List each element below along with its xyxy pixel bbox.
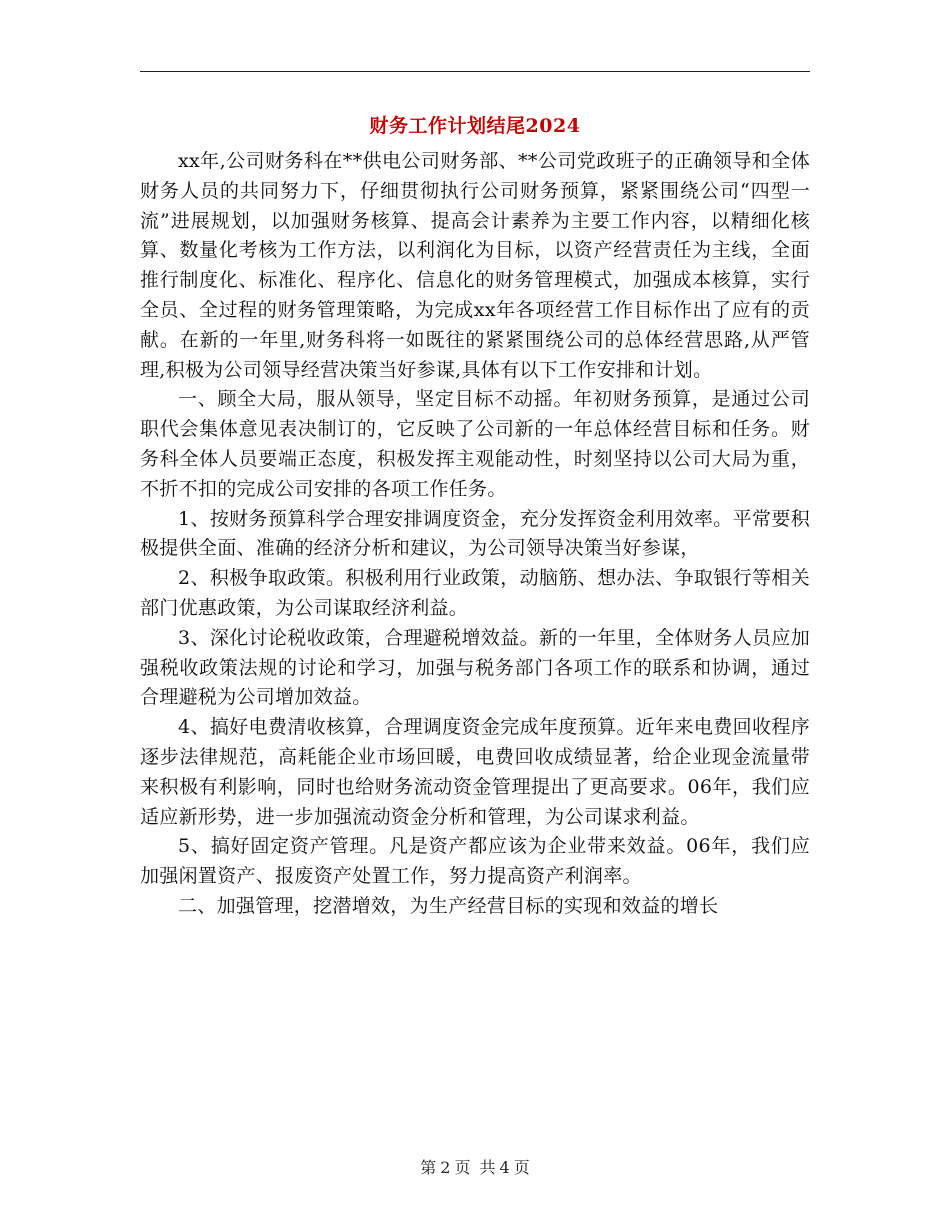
footer-suffix: 页 (513, 1158, 530, 1177)
document-body (140, 147, 810, 922)
paragraph-section-one: 一、顾全大局，服从领导，坚定目标不动摇。年初财务预算，是通过公司职代会集体意见表决制订的，它反映了公司新的一年总体经营目标和任务。财务科全体人员要端正态度，积极发挥主观能动性，时刻坚持以公司大局为重，不折不扣的完成公司安排的各项工作任务。 (140, 388, 810, 500)
footer-middle: 页 共 (454, 1158, 496, 1177)
paragraph-section-two: 二、加强管理，挖潜增效，为生产经营目标的实现和效益的增长 (178, 894, 719, 917)
paragraph-item-2: 2、积极争取政策。积极利用行业政策，动脑筋、想办法、争取银行等相关部门优惠政策，为公司谋取经济利益。 (140, 567, 810, 619)
page-footer (0, 1155, 950, 1178)
paragraph-item-4: 4、搞好电费清收核算，合理调度资金完成年度预算。近年来电费回收程序逐步法律规范，高耗能企业市场回暖，电费回收成绩显著，给企业现金流量带来积极有利影响，同时也给财务流动资金管理提出了更高要求。06年，我们应适应新形势，进一步加强流动资金分析和管理，为公司谋求利益。 (140, 716, 810, 828)
footer-page-number: 2 (440, 1158, 451, 1177)
paragraph-item-1: 1、按财务预算科学合理安排调度资金，充分发挥资金利用效率。平常要积极提供全面、准确的经济分析和建议，为公司领导决策当好参谋， (140, 507, 810, 560)
paragraph-intro: xx年,公司财务科在**供电公司财务部、**公司党政班子的正确领导和全体财务人员的共同努力下，仔细贯彻执行公司财务预算，紧紧围绕公司“四型一流”进展规划，以加强财务核算、提高会计素养为主要工作内容，以精细化核算、数量化考核为工作方法，以利润化为目标，以资产经营责任为主线，全面推行制度化、标准化、程序化、信息化的财务管理模式，加强成本核算，实行全员、全过程的财务管理策略，为完成xx年各项经营工作目标作出了应有的贡献。在新的一年里,财务科将一如既往的紧紧围绕公司的总体经营思路,从严管理,积极为公司领导经营决策当好参谋,具体有以下工作安排和计划。 (140, 150, 810, 381)
paragraph-item-3: 3、深化讨论税收政策，合理避税增效益。新的一年里，全体财务人员应加强税收政策法规的讨论和学习，加强与税务部门各项工作的联系和协调，通过合理避税为公司增加效益。 (140, 626, 810, 709)
footer-prefix: 第 (420, 1158, 437, 1177)
header-rule (140, 71, 810, 72)
document-title: 财务工作计划结尾2024 (369, 115, 581, 137)
paragraph-item-5: 5、搞好固定资产管理。凡是资产都应该为企业带来效益。06年，我们应加强闲置资产、报废资产处置工作，努力提高资产利润率。 (140, 835, 810, 888)
footer-total-pages: 4 (499, 1158, 510, 1177)
